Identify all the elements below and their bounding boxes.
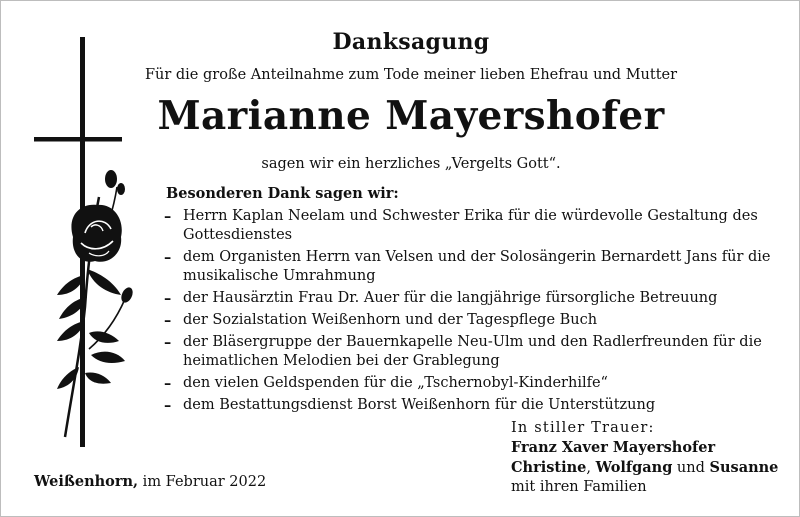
mourners-block — [511, 419, 778, 497]
notice-heading: Danksagung — [332, 29, 490, 55]
mourner-name: Susanne — [709, 459, 779, 476]
list-item — [161, 289, 771, 308]
list-item-text: der Hausärztin Frau Dr. Auer für die langjährige fürsorgliche Betreuung — [183, 290, 718, 306]
list-item-text: der Bläsergruppe der Bauernkapelle Neu-Ulm und den Radlerfreunden für die heimatlichen Melodien bei der Grablegung — [183, 334, 762, 369]
list-item-text: dem Bestattungsdienst Borst Weißenhorn für die Unterstützung — [183, 397, 656, 413]
mourner-name: Christine — [511, 459, 587, 476]
place-date — [34, 473, 266, 490]
list-item — [161, 207, 771, 245]
dash-bullet: – — [164, 397, 172, 414]
list-item-text: den vielen Geldspenden für die „Tschernobyl-Kinderhilfe“ — [183, 375, 608, 391]
dash-bullet: – — [164, 290, 172, 307]
thanks-heading: Besonderen Dank sagen wir: — [166, 185, 399, 202]
mourner-line: mit ihren Familien — [511, 479, 647, 495]
list-item — [161, 333, 771, 371]
list-item — [161, 396, 771, 415]
mourner-name: Franz Xaver Mayershofer — [511, 439, 716, 456]
intro-text: Für die große Anteilnahme zum Tode meiner lieben Ehefrau und Mutter — [144, 67, 678, 83]
list-item-text: dem Organisten Herrn van Velsen und der Solosängerin Bernardett Jans für die musikalische Umrahmung — [183, 249, 771, 284]
closing-text: sagen wir ein herzliches „Vergelts Gott“. — [261, 156, 561, 172]
dash-bullet: – — [164, 375, 172, 392]
list-item — [161, 248, 771, 286]
dash-bullet: – — [164, 208, 172, 225]
mourning-label: In stiller Trauer: — [511, 420, 655, 436]
date-text: im Februar 2022 — [138, 474, 267, 490]
list-item — [161, 311, 771, 330]
list-item-text: der Sozialstation Weißenhorn und der Tagespflege Buch — [183, 312, 598, 328]
mourner-line — [511, 458, 778, 478]
mourner-name: Wolfgang — [595, 459, 673, 476]
deceased-name: Marianne Mayershofer — [157, 93, 665, 139]
dash-bullet: – — [164, 312, 172, 329]
place-name: Weißenhorn, — [34, 473, 139, 490]
thanks-list — [161, 207, 771, 418]
dash-bullet: – — [164, 249, 172, 266]
separator: und — [672, 460, 710, 476]
separator: , — [586, 460, 596, 476]
list-item — [161, 374, 771, 393]
dash-bullet: – — [164, 334, 172, 351]
mourner-line — [511, 438, 778, 458]
list-item-text: Herrn Kaplan Neelam und Schwester Erika für die würdevolle Gestaltung des Gottesdienstes — [183, 208, 758, 243]
